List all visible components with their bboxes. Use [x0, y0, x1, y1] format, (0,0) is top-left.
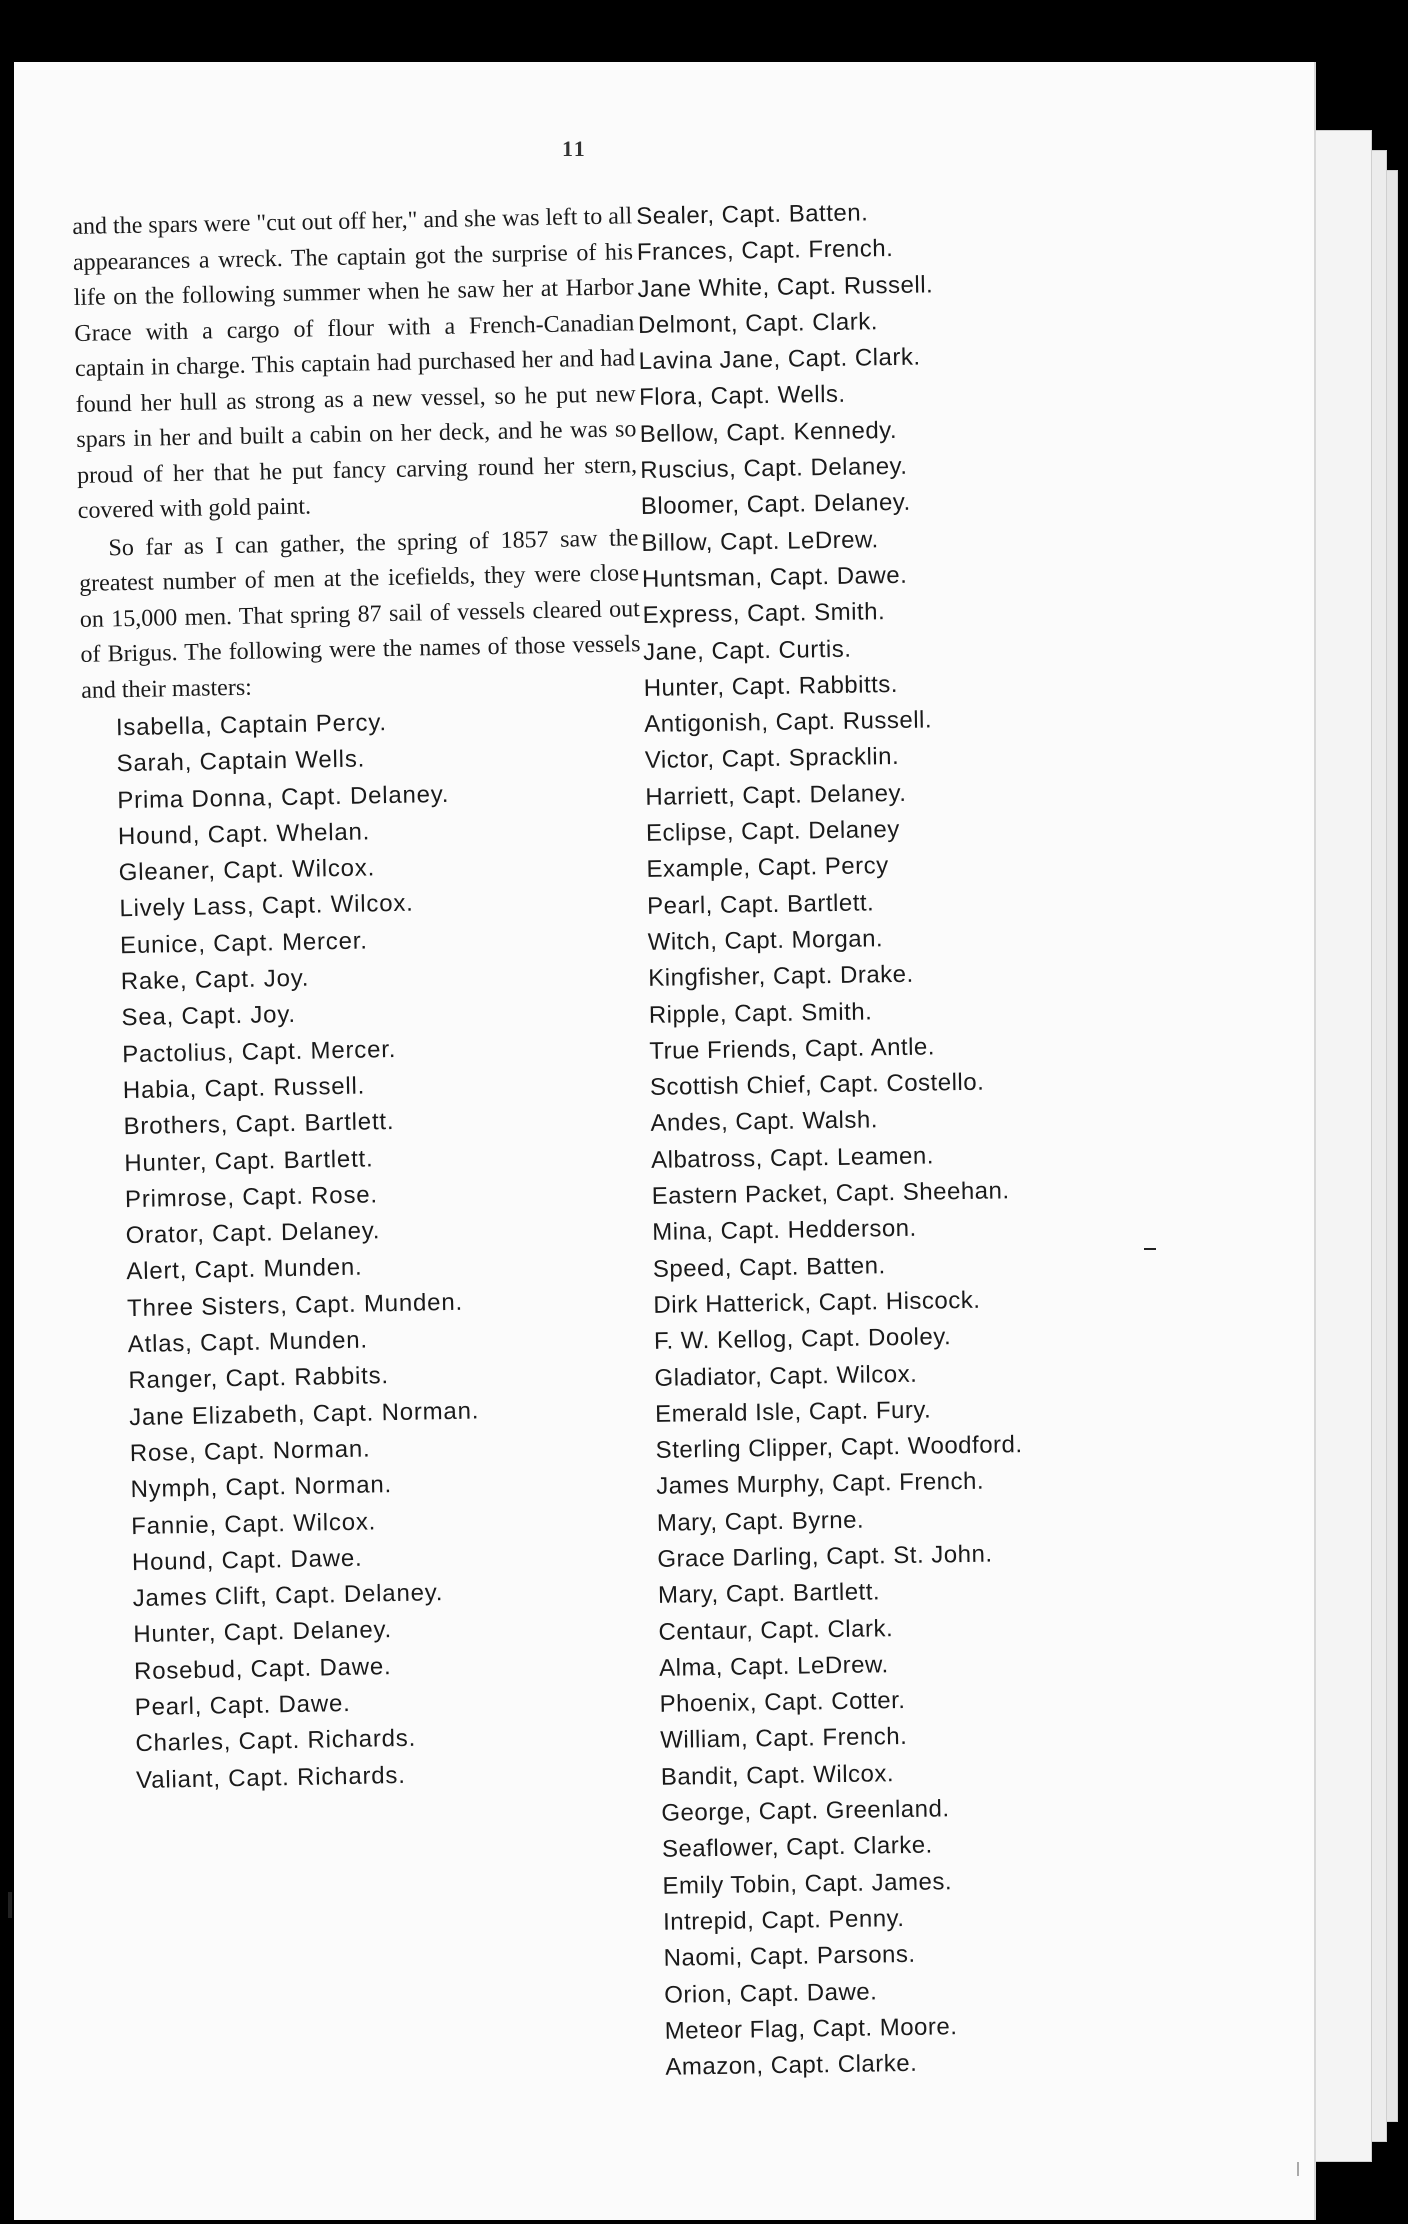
vessel-entry: Alert, Capt. Munden. — [126, 1254, 363, 1286]
vessel-entry: Rosebud, Capt. Dawe. — [133, 1652, 392, 1685]
vessel-entry: Bloomer, Capt. Delaney. — [640, 489, 911, 521]
vessel-entry: Hunter, Capt. Rabbitts. — [643, 670, 899, 702]
vessel-entry: Eunice, Capt. Mercer. — [119, 927, 368, 959]
vessel-entry: Emily Tobin, Capt. James. — [662, 1867, 953, 1900]
vessel-entry: Huntsman, Capt. Dawe. — [641, 561, 908, 593]
vessel-entry: William, Capt. French. — [660, 1723, 908, 1755]
vessel-entry: Victor, Capt. Spracklin. — [644, 743, 900, 775]
right-column — [636, 188, 1246, 2086]
vessel-entry: Atlas, Capt. Munden. — [127, 1326, 369, 1359]
vessel-entry: Intrepid, Capt. Penny. — [662, 1904, 905, 1936]
vessel-entry: Andes, Capt. Walsh. — [650, 1106, 879, 1138]
vessel-entry: Sealer, Capt. Batten. — [636, 199, 869, 230]
vessel-entry: Primrose, Capt. Rose. — [124, 1181, 379, 1214]
vessel-entry: Nymph, Capt. Norman. — [130, 1471, 393, 1504]
margin-mark — [8, 1892, 12, 1918]
vessel-entry: James Murphy, Capt. French. — [656, 1468, 985, 1501]
vessel-entry: True Friends, Capt. Antle. — [649, 1033, 936, 1065]
vessel-entry: Hound, Capt. Whelan. — [117, 818, 371, 851]
vessel-entry: Dirk Hatterick, Capt. Hiscock. — [653, 1286, 981, 1319]
vessel-entry: Fannie, Capt. Wilcox. — [131, 1507, 377, 1540]
vessel-entry: Harriett, Capt. Delaney. — [645, 779, 907, 811]
vessel-entry: Grace Darling, Capt. St. John. — [657, 1540, 993, 1573]
vessel-entry: James Clift, Capt. Delaney. — [132, 1579, 444, 1613]
vessel-entry: Eclipse, Capt. Delaney — [645, 815, 900, 847]
vessel-entry: Habia, Capt. Russell. — [122, 1072, 366, 1105]
vessel-list-left — [82, 700, 663, 1799]
vessel-entry: Pactolius, Capt. Mercer. — [121, 1035, 397, 1068]
vessel-entry: Bandit, Capt. Wilcox. — [660, 1759, 895, 1791]
vessel-entry: Isabella, Captain Percy. — [115, 709, 388, 742]
vessel-entry: George, Capt. Greenland. — [661, 1795, 950, 1827]
paragraph-spring-1857: So far as I can gather, the spring of 1857 saw the greatest number of men at the icefields, they were close on 15,000 men. That spring 87 sail of vessels cleared out of Brigus. The following were the names of those vessels and their masters: — [78, 524, 641, 704]
vessel-entry: Valiant, Capt. Richards. — [135, 1761, 406, 1794]
vessel-entry: Pearl, Capt. Dawe. — [134, 1689, 351, 1722]
vessel-entry: Bellow, Capt. Kennedy. — [639, 416, 898, 448]
vessel-entry: Kingfisher, Capt. Drake. — [648, 960, 914, 993]
page-number: 11 — [562, 136, 587, 161]
vessel-entry: Antigonish, Capt. Russell. — [644, 706, 933, 739]
vessel-list-right — [636, 190, 1246, 2086]
vessel-entry: Orator, Capt. Delaney. — [125, 1217, 381, 1250]
vessel-entry: Rake, Capt. Joy. — [120, 964, 310, 996]
vessel-entry: Centaur, Capt. Clark. — [658, 1614, 894, 1646]
vessel-entry: Rose, Capt. Norman. — [129, 1435, 371, 1468]
vessel-entry: Prima Donna, Capt. Delaney. — [117, 780, 450, 814]
vessel-entry: Phoenix, Capt. Cotter. — [659, 1687, 906, 1718]
vessel-entry: Hunter, Capt. Delaney. — [133, 1616, 393, 1649]
vessel-entry: Hunter, Capt. Bartlett. — [124, 1144, 374, 1177]
vessel-entry: Emerald Isle, Capt. Fury. — [654, 1396, 932, 1428]
vessel-entry: Mina, Capt. Hedderson. — [652, 1215, 917, 1247]
vessel-entry: Speed, Capt. Batten. — [652, 1251, 886, 1283]
left-column — [72, 199, 662, 1799]
margin-mark — [1144, 1248, 1156, 1250]
vessel-entry: Three Sisters, Capt. Munden. — [126, 1288, 464, 1322]
vessel-entry: Frances, Capt. French. — [636, 235, 894, 267]
vessel-entry: Jane, Capt. Curtis. — [642, 635, 852, 666]
vessel-entry: Meteor Flag, Capt. Moore. — [664, 2013, 958, 2045]
document-page — [14, 62, 1314, 2220]
vessel-entry: Alma, Capt. LeDrew. — [658, 1651, 889, 1682]
vessel-entry: Ripple, Capt. Smith. — [648, 997, 873, 1029]
vessel-entry: F. W. Kellog, Capt. Dooley. — [653, 1323, 952, 1356]
vessel-entry: Scottish Chief, Capt. Costello. — [649, 1068, 985, 1102]
vessel-entry: Naomi, Capt. Parsons. — [663, 1941, 916, 1973]
vessel-entry: Orion, Capt. Dawe. — [664, 1977, 878, 2009]
vessel-entry: Sarah, Captain Wells. — [116, 745, 366, 778]
vessel-entry: Mary, Capt. Byrne. — [656, 1506, 865, 1537]
vessel-entry: Jane White, Capt. Russell. — [637, 270, 934, 303]
vessel-entry: Hound, Capt. Dawe. — [131, 1544, 363, 1576]
vessel-entry: Brothers, Capt. Bartlett. — [123, 1108, 395, 1141]
vessel-entry: Delmont, Capt. Clark. — [637, 308, 879, 339]
vessel-entry: Example, Capt. Percy — [646, 852, 889, 884]
vessel-entry: Express, Capt. Smith. — [642, 598, 886, 630]
vessel-entry: Amazon, Capt. Clarke. — [665, 2049, 918, 2081]
margin-mark — [1297, 2162, 1299, 2176]
vessel-entry: Billow, Capt. LeDrew. — [641, 525, 879, 557]
vessel-entry: Lavina Jane, Capt. Clark. — [638, 343, 921, 376]
vessel-entry: Ranger, Capt. Rabbits. — [128, 1362, 390, 1395]
vessel-entry: Mary, Capt. Bartlett. — [657, 1578, 881, 1610]
vessel-entry: Lively Lass, Capt. Wilcox. — [119, 890, 414, 923]
vessel-entry: Seaflower, Capt. Clarke. — [661, 1831, 933, 1864]
vessel-entry: Gleaner, Capt. Wilcox. — [118, 854, 376, 887]
vessel-entry: Sterling Clipper, Capt. Woodford. — [655, 1431, 1023, 1464]
vessel-entry: Witch, Capt. Morgan. — [647, 925, 884, 956]
vessel-entry: Sea, Capt. Joy. — [121, 1001, 297, 1032]
vessel-entry: Ruscius, Capt. Delaney. — [640, 452, 908, 485]
vessel-entry: Albatross, Capt. Leamen. — [650, 1142, 935, 1174]
paragraph-continued: and the spars were "cut out off her," and she was left to all appearances a wreck. The captain got the surprise of his life on the following summer when he saw her at Harbor Grace with a cargo of flour with a French-Canadian captain in charge. This captain had purchased her and had found her hull as strong as a new vessel, so he put new spars in her and built a cabin on her deck, and he was so proud of her that he put fancy carving round her stern, covered with gold paint. — [72, 203, 638, 524]
vessel-entry: Eastern Packet, Capt. Sheehan. — [651, 1177, 1010, 1210]
vessel-entry: Charles, Capt. Richards. — [135, 1724, 417, 1758]
vessel-entry: Gladiator, Capt. Wilcox. — [654, 1360, 918, 1392]
vessel-entry: Pearl, Capt. Bartlett. — [646, 888, 875, 920]
vessel-entry: Jane Elizabeth, Capt. Norman. — [128, 1397, 480, 1431]
vessel-entry: Flora, Capt. Wells. — [638, 381, 846, 412]
